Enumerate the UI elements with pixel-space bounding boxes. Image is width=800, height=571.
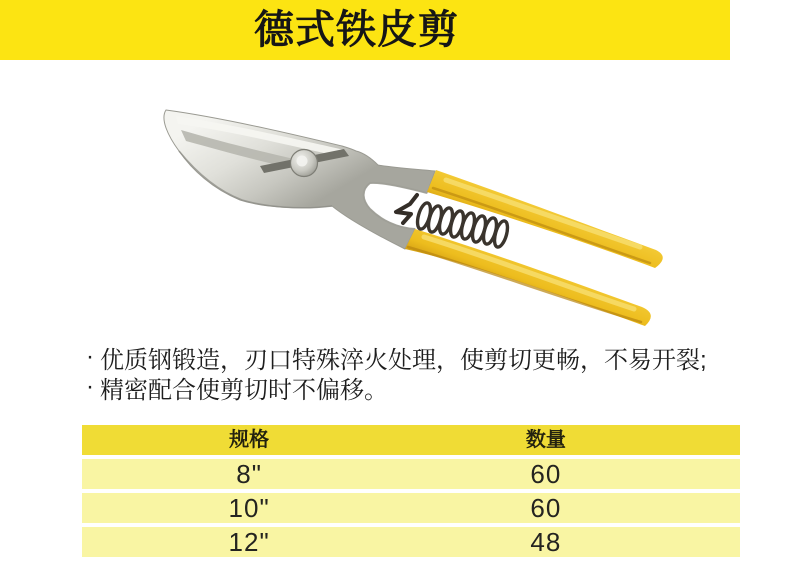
table-row — [82, 459, 740, 489]
feature-item — [86, 372, 707, 402]
bullet-icon: · — [86, 343, 94, 370]
feature-list — [86, 342, 707, 402]
cell-qty: 48 — [530, 527, 562, 557]
cell-qty: 60 — [530, 493, 562, 523]
page-title: 德式铁皮剪 — [254, 8, 459, 52]
tin-snips — [164, 110, 663, 326]
cell-spec: 8" — [236, 459, 262, 489]
steel-blades — [164, 110, 435, 249]
bullet-icon: · — [86, 373, 94, 400]
feature-item — [86, 342, 707, 372]
spec-table — [82, 425, 740, 561]
feature-text: 优质钢锻造，刃口特殊淬火处理，使剪切更畅，不易开裂; — [100, 346, 707, 374]
table-header-row — [82, 425, 740, 455]
feature-text: 精密配合使剪切时不偏移。 — [100, 376, 388, 404]
upper-handle-highlight — [446, 180, 640, 247]
spring-hook — [396, 195, 417, 223]
column-header-spec: 规格 — [229, 429, 270, 451]
table-row — [82, 527, 740, 557]
table-row — [82, 493, 740, 523]
column-header-qty: 数量 — [525, 429, 566, 451]
cell-spec: 10" — [228, 493, 270, 523]
pivot-bolt-highlight — [297, 156, 308, 167]
lower-handle-rim — [408, 247, 641, 322]
cell-spec: 12" — [228, 527, 270, 557]
cell-qty: 60 — [530, 459, 562, 489]
